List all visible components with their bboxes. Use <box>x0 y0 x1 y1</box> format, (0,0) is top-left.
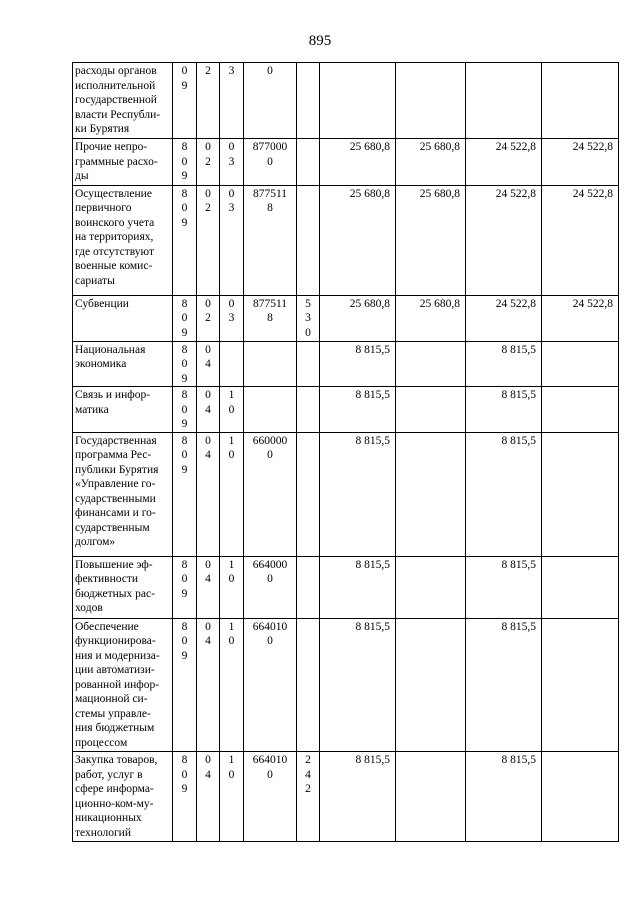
amount-col-2: 25 680,8 <box>396 295 466 341</box>
code-digit: 1 <box>228 754 235 766</box>
ministry-code-cell <box>173 432 197 556</box>
item-name-line: публики Бурятия <box>75 463 159 476</box>
page-number: 895 <box>308 33 332 49</box>
code-digit: 0 <box>181 403 188 416</box>
amount-col-4 <box>542 387 619 433</box>
amount-col-1: 8 815,5 <box>320 387 396 433</box>
subsection-code-cell <box>220 185 244 295</box>
code-digit: 5 <box>305 297 311 310</box>
code-digit: 1 <box>228 389 235 401</box>
item-name-line: сударственными <box>75 492 156 505</box>
code-digit: 0 <box>228 449 235 461</box>
item-name-line: ки Бурятия <box>75 123 130 135</box>
code-digit: 8 <box>181 558 188 571</box>
amount-col-2 <box>396 618 466 752</box>
subsection-code-cell <box>220 618 244 752</box>
target-code-line: 0 <box>267 155 273 168</box>
target-code-line: 0 <box>267 449 273 461</box>
item-name-line: ния и модерниза- <box>75 649 160 662</box>
item-name-cell <box>73 618 173 752</box>
item-name-cell <box>73 295 173 341</box>
target-code-line: 664010 <box>252 620 288 633</box>
expense-type-cell <box>297 556 320 618</box>
target-code-cell <box>244 387 297 433</box>
expense-type-cell <box>297 185 320 295</box>
target-code-line: 664010 <box>252 754 288 766</box>
target-code-line: 0 <box>267 635 273 647</box>
code-digit: 0 <box>181 768 188 781</box>
ministry-code-cell <box>173 63 197 139</box>
code-digit: 9 <box>181 170 188 182</box>
target-code-line: 877000 <box>252 141 288 153</box>
code-digit: 4 <box>205 768 211 781</box>
target-code-cell <box>244 752 297 842</box>
amount-col-1: 25 680,8 <box>320 295 396 341</box>
item-name-line: никационных <box>75 812 142 824</box>
ministry-code-cell <box>173 556 197 618</box>
table-row <box>73 341 619 387</box>
amount-col-2 <box>396 432 466 556</box>
section-code-cell <box>197 63 220 139</box>
item-name-cell <box>73 387 173 433</box>
item-name-line: матика <box>75 403 109 416</box>
item-name-line: сариаты <box>75 274 115 287</box>
target-code-line: 0 <box>267 573 273 585</box>
code-digit: 9 <box>181 326 188 339</box>
item-name-line: экономика <box>75 358 127 370</box>
code-digit: 2 <box>205 202 211 214</box>
item-name-line: Обеспечение <box>75 620 139 633</box>
item-name-line: долгом» <box>75 536 116 548</box>
subsection-code-cell <box>220 387 244 433</box>
item-name-line: первичного <box>75 202 132 214</box>
item-name-line: рованной инфор- <box>75 678 160 691</box>
item-name-line: функционирова- <box>75 635 156 647</box>
table-row <box>73 295 619 341</box>
expense-type-cell <box>297 295 320 341</box>
code-digit: 8 <box>181 141 188 153</box>
code-digit: 0 <box>205 297 211 310</box>
code-digit: 4 <box>205 449 211 461</box>
amount-col-4 <box>542 752 619 842</box>
expense-type-cell <box>297 139 320 186</box>
code-digit: 1 <box>228 434 235 447</box>
item-name-line: Субвенции <box>75 297 129 310</box>
amount-col-1: 8 815,5 <box>320 618 396 752</box>
section-code-cell <box>197 556 220 618</box>
code-digit: 8 <box>181 187 188 200</box>
code-digit: 0 <box>205 187 211 200</box>
item-name-line: сфере информа- <box>75 783 154 795</box>
code-digit: 9 <box>181 79 188 92</box>
item-name-line: граммные расхо- <box>75 155 158 168</box>
item-name-line: Связь и инфор- <box>75 389 151 401</box>
code-digit: 1 <box>228 558 235 571</box>
table-row <box>73 185 619 295</box>
code-digit: 3 <box>305 312 311 324</box>
item-name-line: Государственная <box>75 434 157 447</box>
item-name-line: государственной <box>75 94 157 106</box>
ministry-code-cell <box>173 341 197 387</box>
item-name-line: работ, услуг в <box>75 768 143 781</box>
target-code-cell <box>244 139 297 186</box>
amount-col-1: 8 815,5 <box>320 432 396 556</box>
code-digit: 4 <box>205 358 211 370</box>
code-digit: 0 <box>228 768 235 781</box>
item-name-line: технологий <box>75 826 131 839</box>
amount-col-2 <box>396 752 466 842</box>
target-code-line: 0 <box>267 65 273 77</box>
code-digit: 2 <box>205 65 211 77</box>
code-digit: 9 <box>181 649 188 662</box>
item-name-line: сударственным <box>75 521 150 534</box>
target-code-cell <box>244 295 297 341</box>
amount-col-3: 8 815,5 <box>466 387 542 433</box>
code-digit: 4 <box>205 635 211 647</box>
code-digit: 8 <box>181 389 188 401</box>
ministry-code-cell <box>173 185 197 295</box>
amount-col-2 <box>396 387 466 433</box>
code-digit: 0 <box>228 573 235 585</box>
subsection-code-cell <box>220 432 244 556</box>
code-digit: 0 <box>181 202 188 214</box>
code-digit: 0 <box>181 635 188 647</box>
ministry-code-cell <box>173 618 197 752</box>
ministry-code-cell <box>173 139 197 186</box>
section-code-cell <box>197 341 220 387</box>
code-digit: 9 <box>181 216 188 229</box>
item-name-line: где отсутствуют <box>75 245 154 258</box>
item-name-cell <box>73 752 173 842</box>
subsection-code-cell <box>220 295 244 341</box>
section-code-cell <box>197 139 220 186</box>
table-body <box>73 63 619 842</box>
item-name-cell <box>73 63 173 139</box>
expense-type-cell <box>297 618 320 752</box>
item-name-line: «Управление го- <box>75 478 156 490</box>
target-code-line: 8 <box>267 202 273 214</box>
amount-col-1 <box>320 63 396 139</box>
code-digit: 9 <box>181 372 188 385</box>
code-digit: 2 <box>305 754 311 766</box>
code-digit: 2 <box>205 312 211 324</box>
item-name-line: военные комис- <box>75 260 153 272</box>
target-code-cell <box>244 185 297 295</box>
code-digit: 3 <box>228 155 235 168</box>
expense-type-cell <box>297 432 320 556</box>
target-code-line: 0 <box>267 768 273 781</box>
item-name-line: ходов <box>75 602 103 614</box>
code-digit: 9 <box>181 418 188 430</box>
amount-col-2 <box>396 341 466 387</box>
expense-type-cell <box>297 752 320 842</box>
code-digit: 8 <box>181 620 188 633</box>
item-name-line: ния бюджетным <box>75 722 155 734</box>
code-digit: 4 <box>205 573 211 585</box>
subsection-code-cell <box>220 341 244 387</box>
item-name-line: фективности <box>75 573 139 585</box>
code-digit: 0 <box>181 573 188 585</box>
code-digit: 0 <box>181 312 188 324</box>
target-code-cell <box>244 341 297 387</box>
code-digit: 0 <box>181 449 188 461</box>
item-name-line: Закупка товаров, <box>75 754 158 766</box>
amount-col-1: 25 680,8 <box>320 139 396 186</box>
target-code-line: 877511 <box>252 297 288 310</box>
section-code-cell <box>197 185 220 295</box>
item-name-line: ды <box>75 170 89 182</box>
amount-col-3: 24 522,8 <box>466 295 542 341</box>
table-row <box>73 556 619 618</box>
code-digit: 2 <box>205 155 211 168</box>
item-name-line: финансами и го- <box>75 507 156 519</box>
code-digit: 0 <box>228 403 235 416</box>
code-digit: 8 <box>181 343 188 356</box>
budget-table <box>72 62 619 842</box>
item-name-line: расходы органов <box>75 65 157 77</box>
ministry-code-cell <box>173 752 197 842</box>
item-name-line: воинского учета <box>75 216 155 229</box>
amount-col-4 <box>542 618 619 752</box>
amount-col-4: 24 522,8 <box>542 295 619 341</box>
table-row <box>73 432 619 556</box>
amount-col-3: 8 815,5 <box>466 752 542 842</box>
item-name-line: программа Рес- <box>75 449 152 461</box>
amount-col-3: 8 815,5 <box>466 618 542 752</box>
amount-col-2 <box>396 556 466 618</box>
item-name-line: Прочие непро- <box>75 141 148 153</box>
code-digit: 0 <box>181 155 188 168</box>
section-code-cell <box>197 752 220 842</box>
table-row <box>73 618 619 752</box>
code-digit: 0 <box>228 141 235 153</box>
code-digit: 4 <box>205 403 211 416</box>
item-name-line: Осуществление <box>75 187 152 200</box>
code-digit: 9 <box>181 463 188 476</box>
amount-col-4 <box>542 341 619 387</box>
amount-col-4 <box>542 556 619 618</box>
code-digit: 9 <box>181 783 188 795</box>
code-digit: 0 <box>305 326 311 339</box>
ministry-code-cell <box>173 295 197 341</box>
code-digit: 2 <box>305 783 311 795</box>
subsection-code-cell <box>220 752 244 842</box>
section-code-cell <box>197 618 220 752</box>
item-name-line: стемы управле- <box>75 707 151 720</box>
code-digit: 4 <box>305 768 311 781</box>
code-digit: 0 <box>205 343 211 356</box>
amount-col-3: 24 522,8 <box>466 185 542 295</box>
subsection-code-cell <box>220 139 244 186</box>
amount-col-1: 8 815,5 <box>320 341 396 387</box>
code-digit: 9 <box>181 587 188 600</box>
table-row <box>73 139 619 186</box>
item-name-line: Национальная <box>75 343 146 356</box>
amount-col-1: 25 680,8 <box>320 185 396 295</box>
code-digit: 8 <box>181 754 188 766</box>
item-name-line: ционно-ком-му- <box>75 797 154 810</box>
section-code-cell <box>197 295 220 341</box>
table-row <box>73 752 619 842</box>
code-digit: 0 <box>205 620 211 633</box>
code-digit: 0 <box>181 65 188 77</box>
section-code-cell <box>197 387 220 433</box>
code-digit: 0 <box>205 389 211 401</box>
table-row <box>73 63 619 139</box>
code-digit: 0 <box>228 187 235 200</box>
target-code-line: 8 <box>267 312 273 324</box>
item-name-line: на территориях, <box>75 231 154 243</box>
item-name-line: мационной си- <box>75 693 148 705</box>
amount-col-3: 8 815,5 <box>466 556 542 618</box>
item-name-line: бюджетных рас- <box>75 587 155 600</box>
code-digit: 8 <box>181 297 188 310</box>
code-digit: 0 <box>205 141 211 153</box>
code-digit: 0 <box>228 635 235 647</box>
expense-type-cell <box>297 63 320 139</box>
target-code-cell <box>244 432 297 556</box>
code-digit: 3 <box>228 65 235 77</box>
item-name-line: ции автоматизи- <box>75 664 155 676</box>
amount-col-2: 25 680,8 <box>396 139 466 186</box>
item-name-line: процессом <box>75 736 128 749</box>
subsection-code-cell <box>220 556 244 618</box>
ministry-code-cell <box>173 387 197 433</box>
expense-type-cell <box>297 341 320 387</box>
target-code-cell <box>244 618 297 752</box>
amount-col-4: 24 522,8 <box>542 185 619 295</box>
target-code-line: 664000 <box>252 558 288 571</box>
item-name-line: исполнительной <box>75 79 156 92</box>
subsection-code-cell <box>220 63 244 139</box>
amount-col-3 <box>466 63 542 139</box>
code-digit: 0 <box>205 558 211 571</box>
expense-type-cell <box>297 387 320 433</box>
target-code-line: 660000 <box>252 434 288 447</box>
code-digit: 0 <box>205 754 211 766</box>
table-row <box>73 387 619 433</box>
target-code-line: 877511 <box>252 187 288 200</box>
item-name-cell <box>73 139 173 186</box>
code-digit: 3 <box>228 312 235 324</box>
item-name-cell <box>73 432 173 556</box>
code-digit: 0 <box>228 297 235 310</box>
code-digit: 0 <box>181 358 188 370</box>
code-digit: 1 <box>228 620 235 633</box>
item-name-line: власти Республи- <box>75 108 161 121</box>
item-name-line: Повышение эф- <box>75 558 153 571</box>
code-digit: 3 <box>228 202 235 214</box>
amount-col-3: 8 815,5 <box>466 341 542 387</box>
item-name-cell <box>73 185 173 295</box>
section-code-cell <box>197 432 220 556</box>
amount-col-3: 8 815,5 <box>466 432 542 556</box>
item-name-cell <box>73 556 173 618</box>
amount-col-4: 24 522,8 <box>542 139 619 186</box>
amount-col-2 <box>396 63 466 139</box>
code-digit: 0 <box>205 434 211 447</box>
target-code-cell <box>244 556 297 618</box>
amount-col-1: 8 815,5 <box>320 556 396 618</box>
target-code-cell <box>244 63 297 139</box>
amount-col-2: 25 680,8 <box>396 185 466 295</box>
amount-col-1: 8 815,5 <box>320 752 396 842</box>
amount-col-4 <box>542 63 619 139</box>
amount-col-4 <box>542 432 619 556</box>
item-name-cell <box>73 341 173 387</box>
code-digit: 8 <box>181 434 188 447</box>
amount-col-3: 24 522,8 <box>466 139 542 186</box>
